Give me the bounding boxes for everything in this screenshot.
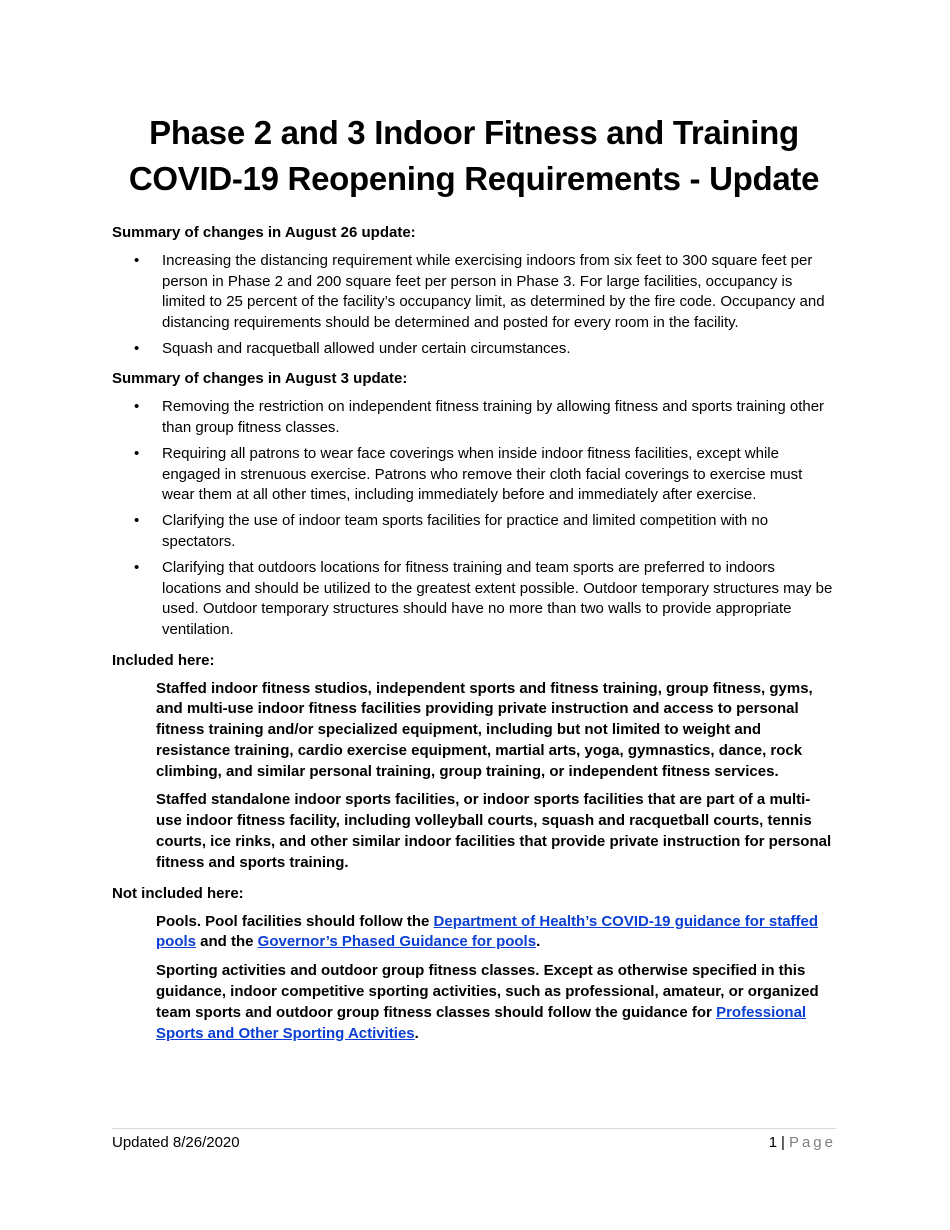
bullet-icon: • (134, 512, 140, 530)
page-separator: | (781, 1134, 785, 1151)
aug3-summary-heading: Summary of changes in August 3 update: (112, 370, 408, 388)
included-fitness-paragraph: Staffed indoor fitness studios, independent sports and fitness training, group fitness, gyms, and multi-use indoor fitness facilities providing private instruction and access to personal fitness training and/or specialized equipment, including but not limited to weight and resistance training, cardio exercise equipment, martial arts, yoga, gymnastics, dance, rock climbing, and similar personal training, group training, or independent fitness services. (156, 679, 813, 780)
page-number: 1 (768, 1134, 778, 1151)
professional-sports-guidance-link[interactable]: Professional Sports and Other Sporting Activities (156, 1003, 807, 1042)
list-item: • Requiring all patrons to wear face coverings when inside indoor fitness facilities, except while engaged in strenuous exercise. Patrons who remove their cloth facial coverings to exercise must wear them at all other times, including immediately before and immediately after exercise. (134, 445, 803, 504)
pools-paragraph: Pools. Pool facilities should follow the Department of Health’s COVID-19 guidance for staffed pools and the Governor’s Phased Guidance for pools. (156, 912, 819, 951)
list-item: • Increasing the distancing requirement while exercising indoors from six feet to 300 square feet per person in Phase 2 and 200 square feet per person in Phase 3. For large facilities, occupancy is limited to 25 percent of the facility’s occupancy limit, as determined by the fire code. Occupancy and distancing requirements should be determined and posted for every room in the facility. (134, 252, 825, 331)
bullet-icon: • (134, 339, 140, 357)
bullet-icon: • (134, 559, 140, 577)
title-line-2: COVID-19 Reopening Requirements - Update (128, 160, 820, 197)
list-item: • Clarifying that outdoors locations for fitness training and team sports are preferred to indoors locations and should be utilized to the greatest extent possible. Outdoor temporary structures may be used. Outdoor temporary structures should have no more than two walls to provide appropriate ventilation. (134, 559, 833, 638)
included-sports-paragraph: Staffed standalone indoor sports facilities, or indoor sports facilities that are part of a multi-use indoor fitness facility, including volleyball courts, squash and racquetball courts, tennis courts, ice rinks, and other similar indoor facilities that provide private instruction for personal fitness and sports training. (156, 791, 832, 871)
footer-page-indicator (769, 1133, 836, 1153)
aug26-change-list (112, 251, 836, 359)
included-heading: Included here: (112, 651, 215, 669)
list-item: • Clarifying the use of indoor team sports facilities for practice and limited competition with no spectators. (134, 512, 769, 551)
aug3-change-list (112, 397, 836, 640)
bullet-icon: • (134, 445, 140, 463)
aug26-summary-heading: Summary of changes in August 26 update: (112, 224, 416, 241)
list-item: • Squash and racquetball allowed under certain circumstances. (112, 339, 836, 360)
list-item: • Removing the restriction on independent fitness training by allowing fitness and sports training other than group fitness classes. (134, 398, 825, 437)
document-title (72, 110, 876, 202)
document-page (112, 110, 836, 1044)
footer-updated-date: Updated 8/26/2020 (112, 1134, 240, 1151)
doh-staffed-pools-link[interactable]: Department of Health’s COVID-19 guidance for staffed pools (156, 912, 819, 951)
not-included-heading: Not included here: (112, 884, 244, 902)
title-line-1: Phase 2 and 3 Indoor Fitness and Training (149, 114, 799, 151)
footer-divider (112, 1128, 836, 1129)
governor-pools-guidance-link[interactable]: Governor’s Phased Guidance for pools (257, 933, 537, 951)
bullet-icon: • (134, 398, 140, 416)
bullet-icon: • (134, 252, 140, 269)
sporting-activities-paragraph: Sporting activities and outdoor group fitness classes. Except as otherwise specified in this guidance, indoor competitive sporting activities, such as professional, amateur, or organized team sports and outdoor group fitness classes should follow the guidance for Professional Sports and Other Sporting Activities. (156, 962, 819, 1042)
page-word: Page (788, 1134, 836, 1151)
